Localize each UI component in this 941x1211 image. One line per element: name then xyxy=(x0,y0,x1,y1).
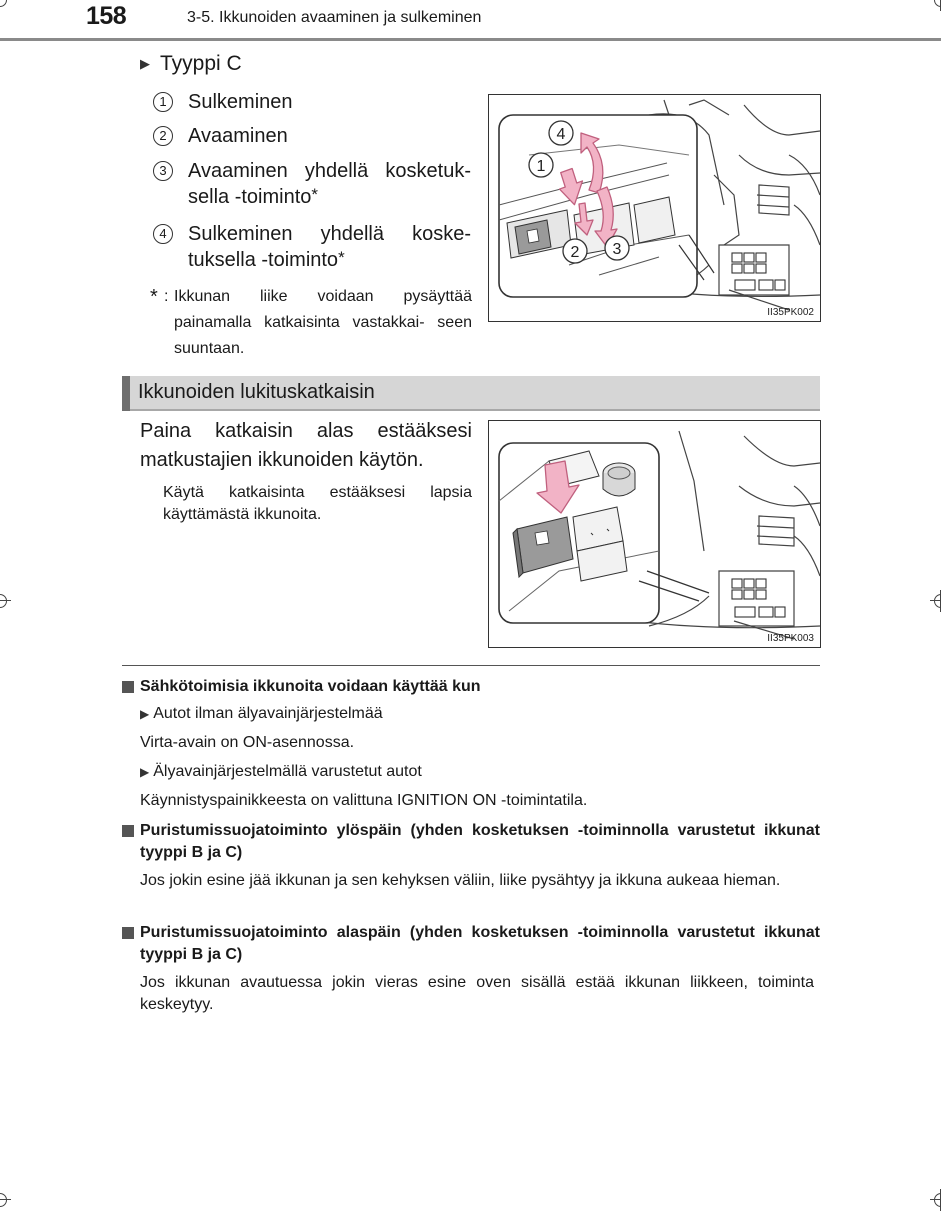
callout-label: 3 xyxy=(612,241,622,258)
circled-number: 3 xyxy=(153,161,173,181)
registration-mark-icon xyxy=(0,0,11,11)
list-item-text: Avaaminen yhdellä kosketuk- sella -toiminto xyxy=(188,160,471,208)
note-body-text: Jos jokin esine jää ikkunan ja sen kehyksen väliin, liike pysähtyy ja ikkuna aukeaa hieman. xyxy=(140,872,781,889)
footnote-star: * xyxy=(150,286,158,308)
section-band xyxy=(122,376,820,411)
page-number: 158 xyxy=(86,2,127,30)
registration-mark-icon xyxy=(930,0,941,11)
list-item-text: Avaaminen xyxy=(188,125,288,147)
circled-number: 2 xyxy=(153,126,173,146)
figure-lock-switch xyxy=(488,420,821,648)
triangle-bullet-icon: ▶ xyxy=(140,765,150,779)
lock-switch-illustration xyxy=(489,421,820,647)
callout-label: 4 xyxy=(556,126,566,143)
list-item-text: Sulkeminen yhdellä koske- tuksella -toiminto xyxy=(188,223,471,271)
circled-number: 1 xyxy=(153,92,173,112)
triangle-bullet-icon: ▶ xyxy=(140,56,150,71)
registration-mark-icon xyxy=(0,590,11,612)
note-heading: Puristumissuojatoiminto alaspäin (yhden kosketuksen -toiminnolla varustetut ikkunat tyyppi B ja C) xyxy=(122,922,820,966)
window-switch-illustration xyxy=(489,95,820,321)
callout-label: 2 xyxy=(570,244,580,261)
figure-code: II35PK002 xyxy=(767,307,814,318)
footnote-text: Ikkunan liike voidaan pysäyttää painamalla katkaisinta vastakkai- seen suuntaan. xyxy=(174,288,472,357)
figure-window-switch xyxy=(488,94,821,322)
lock-sub-text: Käytä katkaisinta estääksesi lapsia käyttämästä ikkunoita. xyxy=(163,484,472,523)
type-c-label: Tyyppi C xyxy=(160,52,242,75)
square-bullet-icon xyxy=(122,927,134,939)
asterisk-mark: * xyxy=(338,248,345,267)
note-body-text: Käynnistyspainikkeesta on valittuna IGNITION ON -toimintatila. xyxy=(140,792,588,809)
note-heading: Sähkötoimisia ikkunoita voidaan käyttää kun xyxy=(122,676,820,698)
footnote-colon: : xyxy=(164,288,169,305)
registration-mark-icon xyxy=(930,1189,941,1211)
square-bullet-icon xyxy=(122,681,134,693)
square-bullet-icon xyxy=(122,825,134,837)
registration-mark-icon xyxy=(0,1189,11,1211)
callout-label: 1 xyxy=(536,158,546,175)
note-subheading: ▶ Autot ilman älyavainjärjestelmää xyxy=(140,705,383,722)
type-c-heading xyxy=(140,52,242,76)
section-divider xyxy=(122,665,820,666)
note-body-text: Virta-avain on ON-asennossa. xyxy=(140,734,355,751)
header-rule xyxy=(0,38,941,41)
circled-number: 4 xyxy=(153,224,173,244)
lock-lead-text: Paina katkaisin alas estääksesi matkustajien ikkunoiden käytön. xyxy=(140,420,472,471)
section-title: 3-5. Ikkunoiden avaaminen ja sulkeminen xyxy=(187,9,482,26)
note-subheading: ▶ Älyavainjärjestelmällä varustetut autot xyxy=(140,763,422,780)
lock-section-title: Ikkunoiden lukituskatkaisin xyxy=(138,381,375,403)
asterisk-mark: * xyxy=(311,185,319,204)
note-body-text: Jos ikkunan avautuessa jokin vieras esine oven sisällä estää ikkunan liikkeen, toiminta keskeytyy. xyxy=(140,974,814,1013)
list-item-text: Sulkeminen xyxy=(188,91,293,113)
registration-mark-icon xyxy=(930,590,941,612)
triangle-bullet-icon: ▶ xyxy=(140,707,150,721)
band-accent xyxy=(122,376,130,411)
figure-code: II35PK003 xyxy=(767,633,814,644)
note-heading: Puristumissuojatoiminto ylöspäin (yhden kosketuksen -toiminnolla varustetut ikkunat tyyppi B ja C) xyxy=(122,820,820,864)
